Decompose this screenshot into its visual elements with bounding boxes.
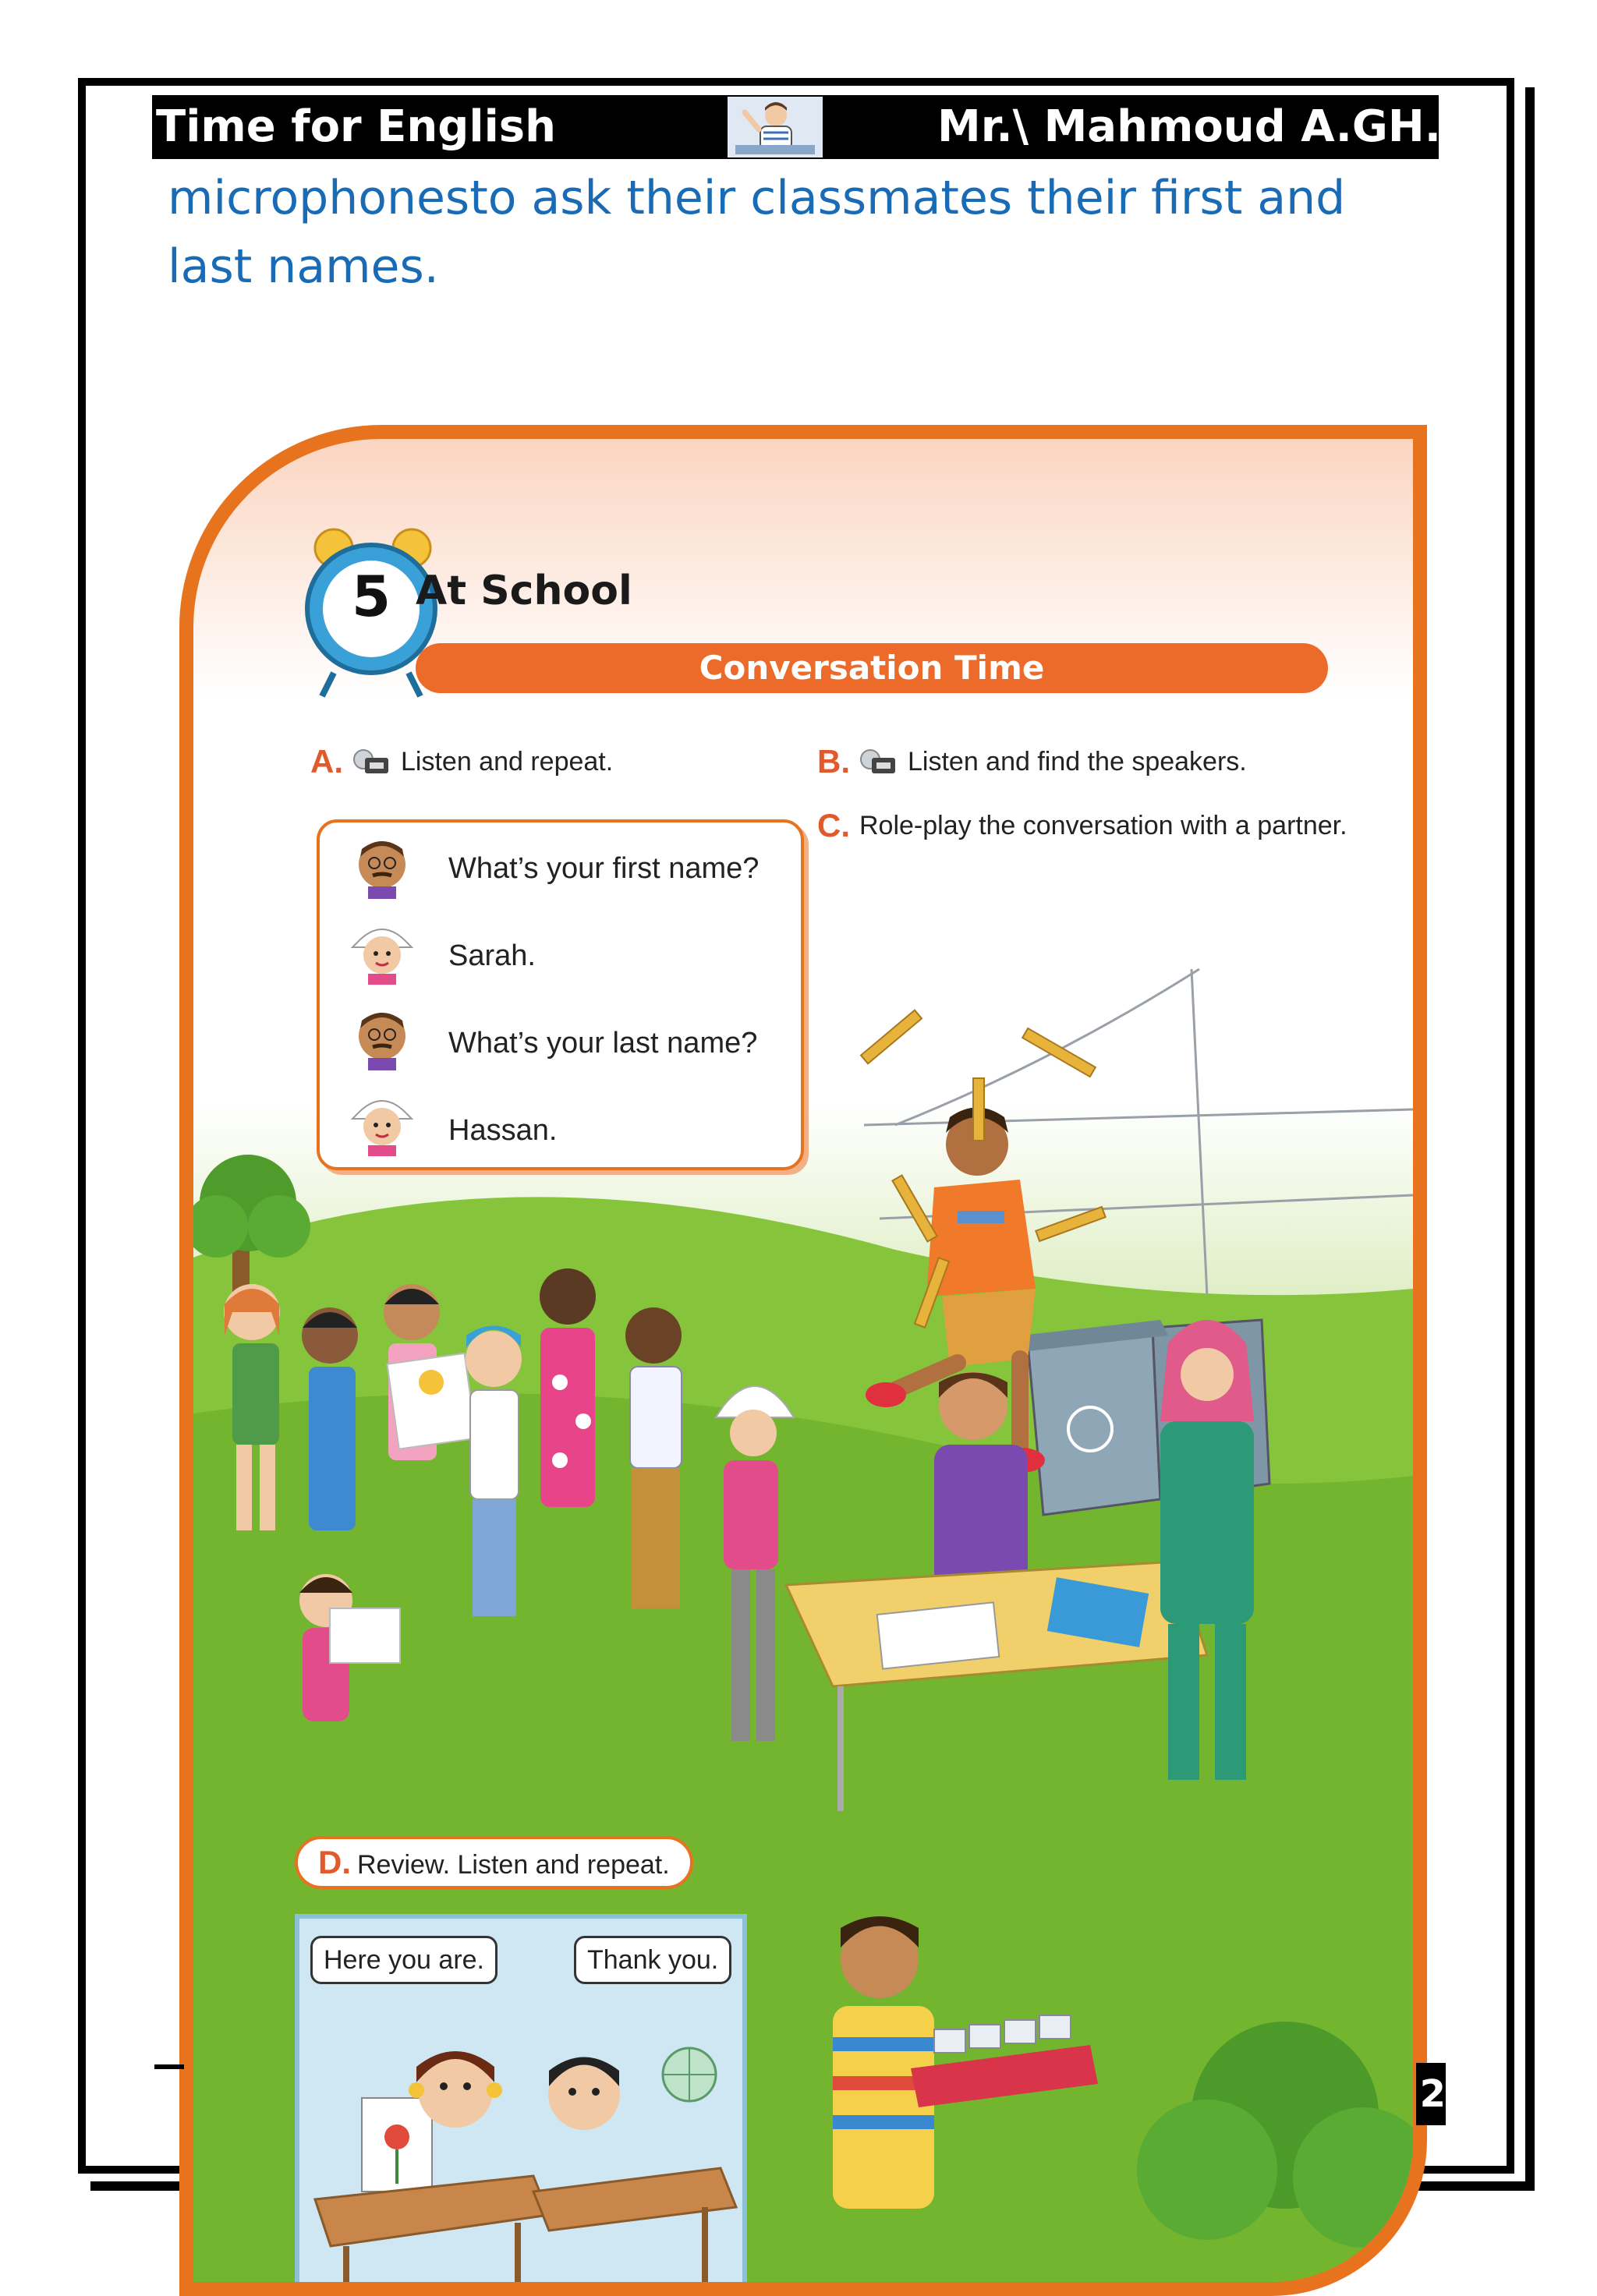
review-label <box>295 1836 693 1889</box>
student-picture-icon <box>728 97 823 157</box>
footer-line <box>154 2064 184 2069</box>
textbook-page <box>179 425 1427 2296</box>
instruction-letter: D. <box>318 1844 351 1880</box>
man-face-icon <box>351 833 413 899</box>
section-banner: Conversation Time <box>416 643 1328 693</box>
girl-face-icon <box>351 919 413 985</box>
page-number: 2 <box>1416 2063 1446 2125</box>
header-left-title: Time for English <box>156 101 556 152</box>
dialog-line-2: Sarah. <box>448 939 536 972</box>
girl-face-icon <box>351 1091 413 1156</box>
unit-title: At School <box>416 568 632 614</box>
instruction-text: Listen and repeat. <box>401 746 614 777</box>
instruction-letter: B. <box>817 743 850 780</box>
instruction-a <box>310 743 613 780</box>
cd-audio-icon <box>859 748 898 775</box>
intro-paragraph: microphonesto ask their classmates their first and last names. <box>168 171 1346 294</box>
instruction-text: Listen and find the speakers. <box>908 746 1247 777</box>
speech-bubble-right: Thank you. <box>574 1936 731 1984</box>
cd-audio-icon <box>352 748 391 775</box>
review-illustration <box>295 1914 747 2296</box>
unit-number: 5 <box>351 564 391 629</box>
dialog-line-3: What’s your last name? <box>448 1027 758 1060</box>
instruction-c <box>817 807 1347 844</box>
instruction-b <box>817 743 1247 780</box>
speech-bubble-left: Here you are. <box>310 1936 498 1984</box>
man-face-icon <box>351 1005 413 1070</box>
dialog-box <box>317 819 804 1170</box>
dialog-line-1: What’s your first name? <box>448 852 760 885</box>
header-right-title: Mr.\ Mahmoud A.GH. <box>937 101 1441 152</box>
instruction-text: Role-play the conversation with a partner. <box>859 810 1347 840</box>
dialog-line-4: Hassan. <box>448 1114 558 1147</box>
instruction-letter: C. <box>817 807 850 844</box>
instruction-letter: A. <box>310 743 343 780</box>
review-text: Review. Listen and repeat. <box>357 1850 670 1880</box>
classroom-illustration <box>299 1919 742 2296</box>
